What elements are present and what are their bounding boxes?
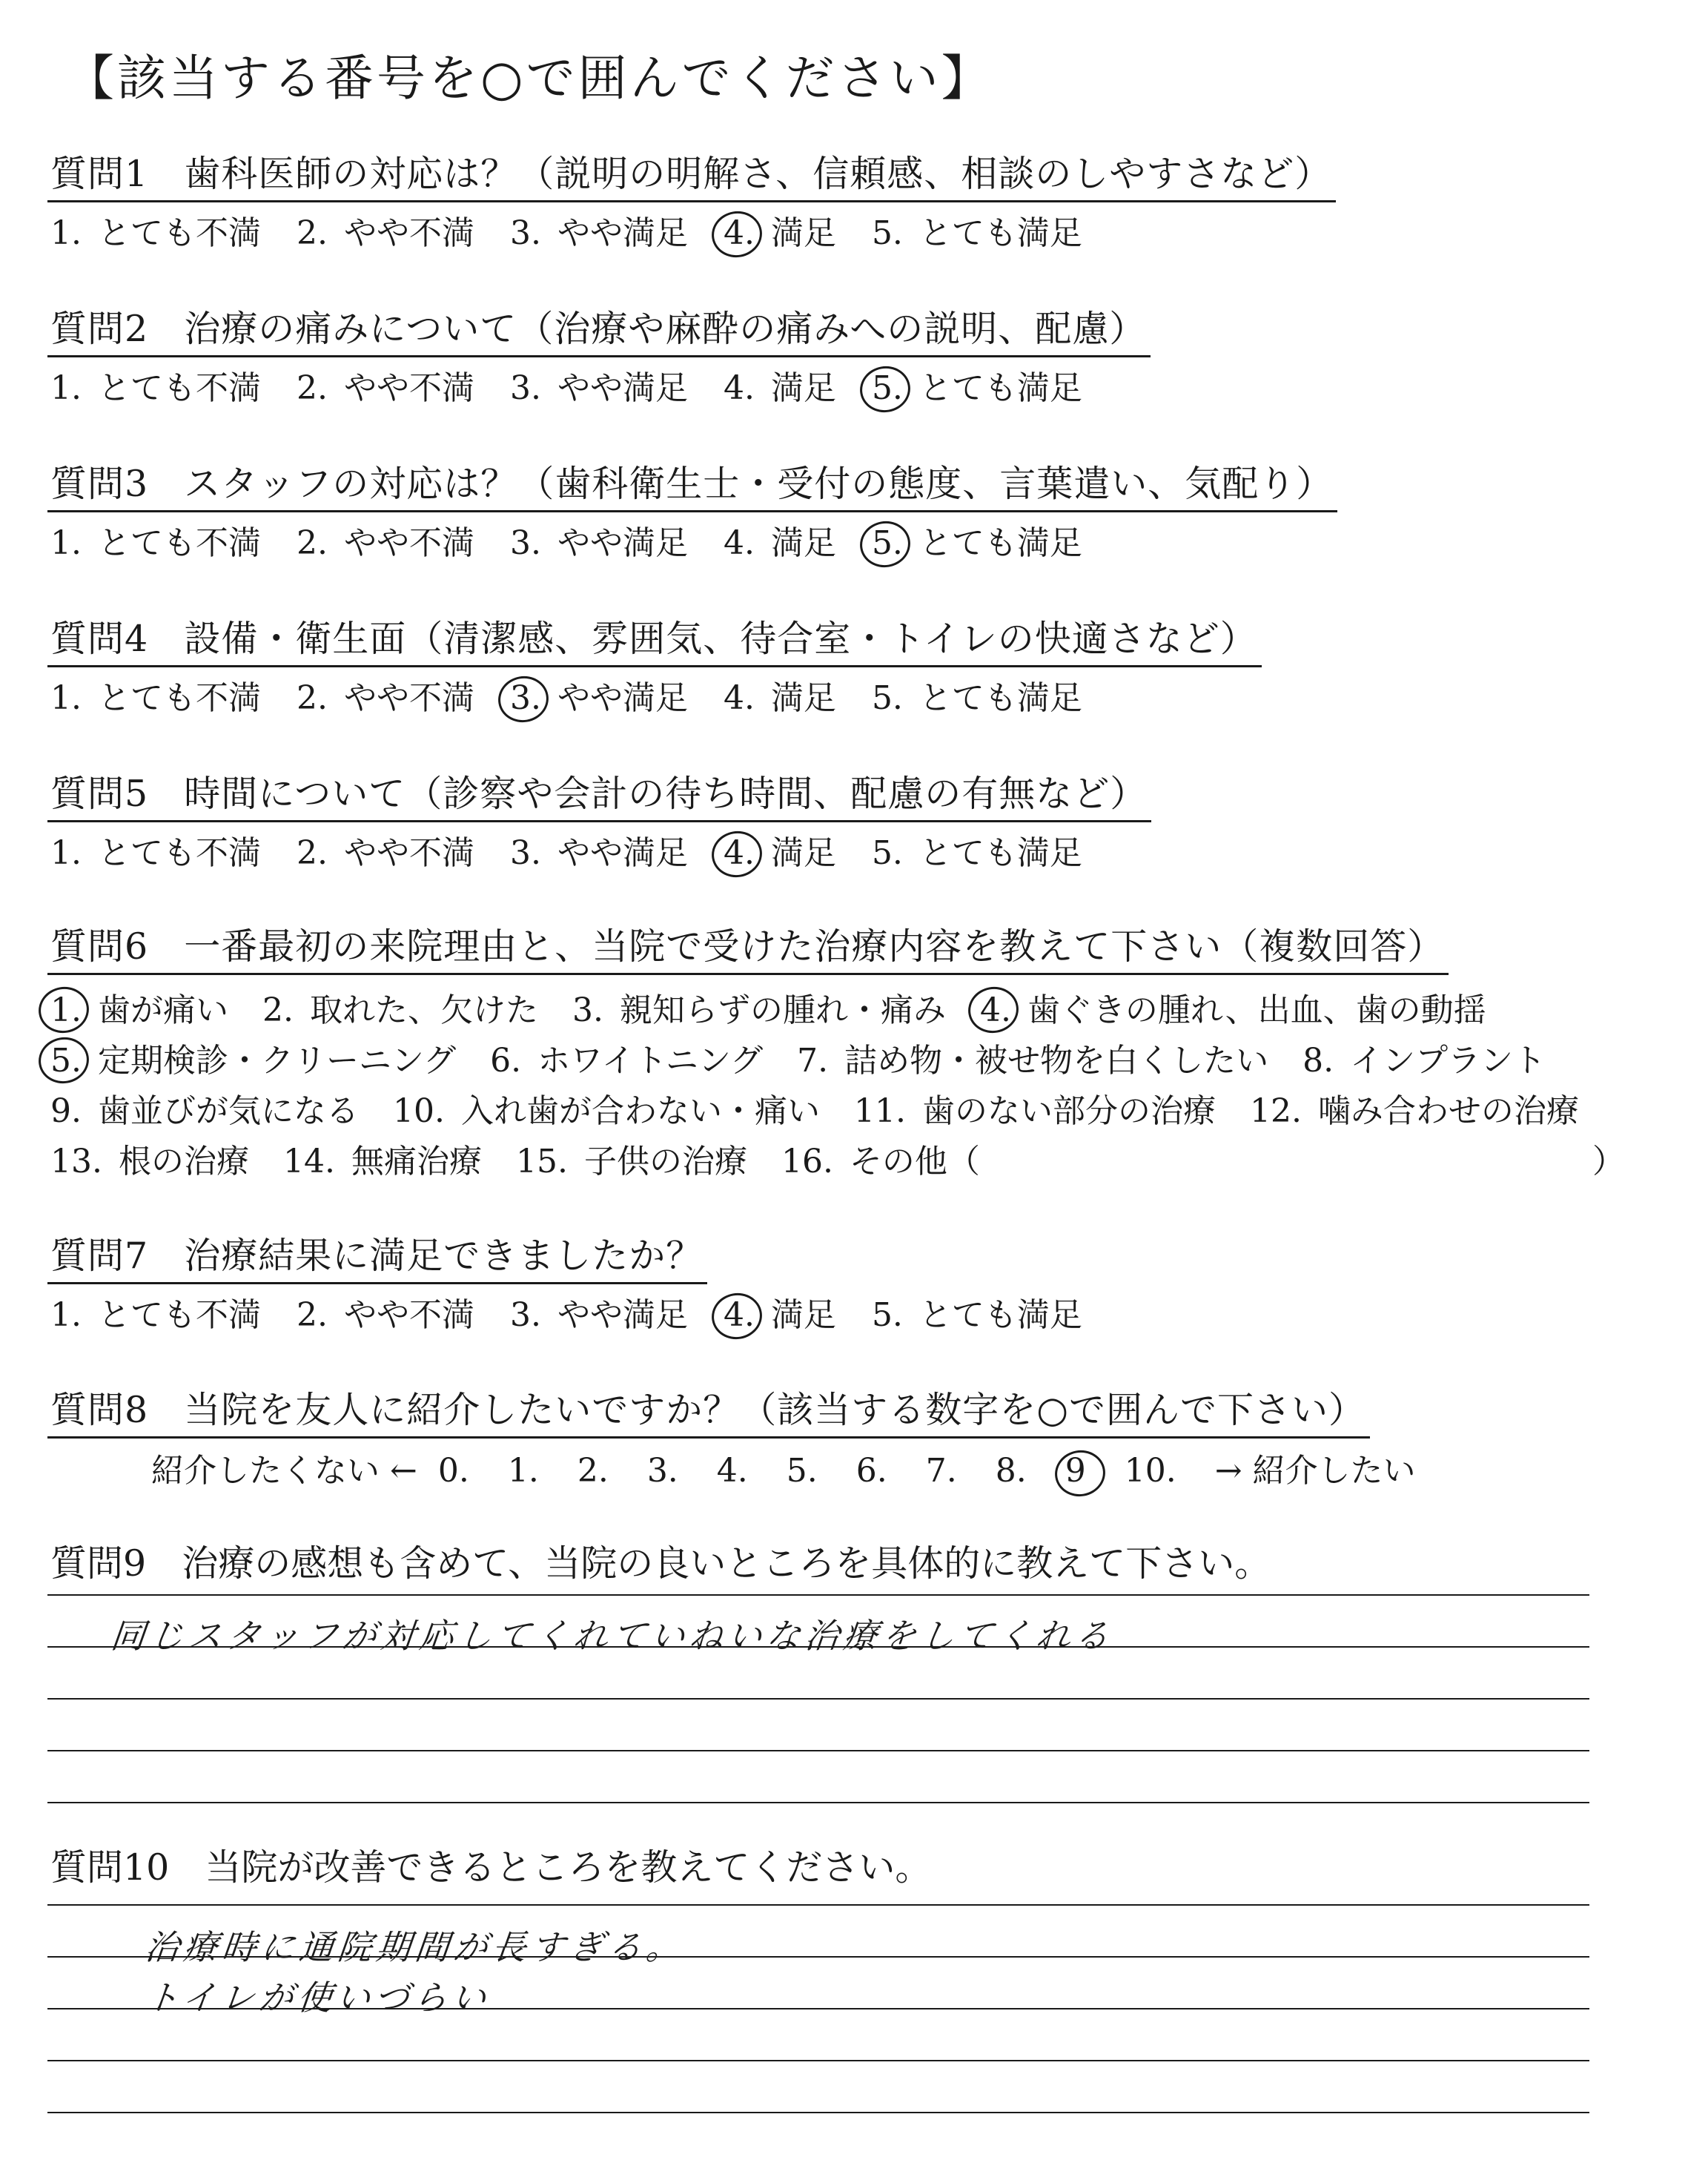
option-1[interactable] — [50, 365, 261, 412]
question-2 — [47, 300, 1649, 412]
option-label: とても満足 — [918, 524, 1082, 562]
option-number: 2. — [296, 834, 328, 872]
question-10-title — [47, 1839, 1649, 1891]
option-number: 4. — [724, 1292, 755, 1339]
answer-line — [47, 1698, 1589, 1700]
question-6-row — [50, 1137, 1649, 1187]
option-2[interactable] — [297, 675, 474, 722]
option-label: 取れた、欠けた — [309, 991, 538, 1029]
question-2-text: 治療の痛みについて（治療や麻酔の痛みへの説明、配慮） — [184, 308, 1147, 350]
option-number: 2. — [262, 991, 294, 1029]
question-6-options — [47, 985, 1649, 1187]
question-5-title — [47, 765, 1151, 822]
option-15[interactable] — [516, 1137, 747, 1187]
question-10-text: 当院が改善できるところを教えてください。 — [205, 1846, 932, 1889]
option-number: 3. — [509, 1296, 541, 1334]
option-number: 4. — [980, 985, 1011, 1036]
question-9-text: 治療の感想も含めて、当院の良いところを具体的に教えて下さい。 — [182, 1542, 1271, 1585]
option-number: 4. — [724, 830, 755, 877]
option-number: 12. — [1249, 1092, 1302, 1130]
option-5[interactable] — [872, 210, 1082, 257]
scale-number-0[interactable]: 0. — [437, 1452, 469, 1490]
question-1 — [47, 145, 1649, 257]
option-label: やや満足 — [557, 1296, 688, 1334]
question-10-handwritten-answer-2: トイレが使いづらい — [142, 1978, 493, 2018]
option-number: 3. — [572, 991, 603, 1029]
option-3[interactable] — [510, 1292, 688, 1339]
option-number: 4. — [723, 524, 755, 562]
option-number: 6. — [490, 1042, 522, 1080]
question-8-number: 質問8 — [50, 1389, 149, 1431]
question-2-number: 質問2 — [50, 308, 149, 350]
option-label: やや不満 — [343, 524, 474, 562]
answer-line — [47, 1750, 1589, 1751]
option-number: 5. — [872, 365, 903, 412]
option-4-circled[interactable] — [724, 1292, 836, 1339]
answer-line — [47, 2112, 1589, 2113]
option-label: とても不満 — [97, 369, 261, 407]
option-number: 1. — [50, 679, 82, 717]
option-label: やや満足 — [557, 369, 688, 407]
option-number: 9. — [50, 1092, 82, 1130]
scale-number-6[interactable]: 6. — [855, 1452, 887, 1490]
option-label: ホワイトニング — [537, 1042, 764, 1080]
option-number: 1. — [50, 524, 82, 562]
option-5-circled[interactable] — [50, 1036, 456, 1086]
option-4-circled[interactable] — [724, 830, 836, 877]
option-number: 3. — [509, 524, 541, 562]
option-1-circled[interactable] — [50, 985, 228, 1036]
question-4-text: 設備・衛生面（清潔感、雰囲気、待合室・トイレの快適さなど） — [184, 618, 1257, 660]
question-6-number: 質問6 — [50, 925, 149, 968]
question-3-title — [47, 455, 1337, 512]
question-3 — [47, 455, 1649, 567]
other-close-paren: ） — [1592, 1143, 1625, 1180]
option-label: とても不満 — [97, 834, 261, 872]
option-label: 満足 — [770, 524, 836, 562]
option-label: 満足 — [770, 369, 836, 407]
question-3-options — [47, 520, 1649, 567]
option-2[interactable] — [297, 210, 474, 257]
option-number: 10. — [392, 1092, 445, 1130]
option-number: 5. — [871, 679, 903, 717]
option-4[interactable] — [724, 520, 836, 567]
scale-number-10[interactable]: 10. — [1124, 1452, 1176, 1490]
option-label: やや満足 — [557, 834, 688, 872]
option-label: その他（ — [849, 1143, 980, 1180]
option-2[interactable] — [297, 520, 474, 567]
question-4-number: 質問4 — [50, 618, 149, 660]
question-1-number: 質問1 — [50, 153, 149, 195]
option-number: 2. — [296, 524, 328, 562]
option-number: 13. — [50, 1143, 102, 1180]
scale-number-1[interactable]: 1. — [507, 1452, 539, 1490]
scale-number-3[interactable]: 3. — [646, 1452, 678, 1490]
option-label: 歯並びが気になる — [97, 1092, 359, 1130]
option-2[interactable] — [297, 830, 474, 877]
question-8-title — [47, 1381, 1370, 1439]
question-10 — [47, 1839, 1649, 1891]
option-13[interactable] — [50, 1137, 249, 1187]
option-label: 歯のない部分の治療 — [921, 1092, 1216, 1130]
option-7[interactable] — [797, 1036, 1268, 1086]
question-4-title — [47, 610, 1262, 667]
option-9[interactable] — [50, 1086, 359, 1137]
question-6 — [47, 918, 1649, 1187]
question-6-row — [50, 1086, 1649, 1137]
option-label: とても満足 — [918, 679, 1082, 717]
option-1[interactable] — [50, 520, 261, 567]
option-number: 2. — [296, 679, 328, 717]
option-label: やや満足 — [557, 524, 688, 562]
answer-line — [47, 1904, 1589, 1906]
option-number: 8. — [1302, 1042, 1334, 1080]
option-16[interactable] — [781, 1137, 980, 1187]
option-label: やや不満 — [343, 1296, 474, 1334]
question-1-title — [47, 145, 1336, 202]
option-5[interactable] — [872, 1292, 1082, 1339]
scale-number-9-circled[interactable]: 9 — [1065, 1447, 1086, 1495]
scale-number-4[interactable]: 4. — [716, 1452, 748, 1490]
option-5-circled[interactable] — [872, 520, 1082, 567]
question-1-text: 歯科医師の対応は？（説明の明解さ、信頼感、相談のしやすさなど） — [184, 153, 1332, 195]
question-5-text: 時間について（診察や会計の待ち時間、配慮の有無など） — [184, 773, 1148, 815]
option-number: 3. — [509, 214, 541, 252]
question-3-text: スタッフの対応は？（歯科衛生士・受付の態度、言葉遣い、気配り） — [184, 463, 1334, 505]
option-1[interactable] — [50, 210, 261, 257]
option-6[interactable] — [490, 1036, 763, 1086]
question-10-handwritten-answer-1: 治療時に通院期間が長すぎる。 — [142, 1927, 687, 1967]
option-number: 3. — [509, 369, 541, 407]
question-9-handwritten-answer: 同じスタッフが対応してくれていねいな治療をしてくれる — [108, 1616, 1116, 1656]
option-8[interactable] — [1302, 1036, 1546, 1086]
option-label: とても満足 — [918, 369, 1082, 407]
question-8-text: 当院を友人に紹介したいですか？（該当する数字を○で囲んで下さい） — [184, 1389, 1366, 1431]
option-label: 入れ歯が合わない・痛い — [460, 1092, 820, 1130]
question-2-title — [47, 300, 1151, 357]
option-label: 噛み合わせの治療 — [1317, 1092, 1579, 1130]
option-number: 5. — [871, 834, 903, 872]
question-9-title — [47, 1535, 1649, 1587]
scale-left-label: 紹介したくない ← — [151, 1452, 417, 1490]
option-number: 5. — [871, 1296, 903, 1334]
option-label: やや不満 — [343, 834, 474, 872]
option-5[interactable] — [872, 830, 1082, 877]
option-number: 16. — [781, 1143, 833, 1180]
question-9 — [47, 1535, 1649, 1587]
option-label: とても満足 — [918, 1296, 1082, 1334]
answer-line — [47, 1802, 1589, 1803]
question-9-number: 質問9 — [50, 1542, 147, 1585]
option-number: 1. — [50, 985, 82, 1036]
option-label: やや満足 — [557, 679, 688, 717]
option-4[interactable] — [724, 365, 836, 412]
option-3[interactable] — [510, 520, 688, 567]
recommend-scale — [47, 1447, 1649, 1495]
option-number: 7. — [797, 1042, 829, 1080]
option-number: 5. — [50, 1036, 82, 1086]
scale-number-7[interactable]: 7. — [925, 1452, 957, 1490]
question-5-number: 質問5 — [50, 773, 149, 815]
question-8 — [47, 1381, 1649, 1495]
option-4-circled[interactable] — [724, 210, 836, 257]
option-number: 2. — [296, 214, 328, 252]
option-label: 満足 — [770, 834, 836, 872]
instruction-heading: 【該当する番号を○で囲んでください】 — [65, 50, 993, 107]
question-7-title — [47, 1227, 707, 1284]
option-10[interactable] — [393, 1086, 820, 1137]
question-7-options — [47, 1292, 1649, 1339]
option-1[interactable] — [50, 1292, 261, 1339]
option-number: 2. — [296, 1296, 328, 1334]
answer-line — [47, 2060, 1589, 2061]
option-number: 4. — [723, 369, 755, 407]
option-3-circled[interactable] — [510, 675, 688, 722]
option-number: 14. — [282, 1143, 335, 1180]
option-label: 歯が痛い — [97, 991, 228, 1029]
question-6-row — [50, 1036, 1649, 1086]
question-1-options — [47, 210, 1649, 257]
scale-number-2[interactable]: 2. — [577, 1452, 609, 1490]
option-label: やや不満 — [343, 679, 474, 717]
option-12[interactable] — [1250, 1086, 1579, 1137]
option-number: 1. — [50, 1296, 82, 1334]
option-label: とても不満 — [97, 679, 261, 717]
option-2[interactable] — [297, 365, 474, 412]
option-label: 詰め物・被せ物を白くしたい — [844, 1042, 1269, 1080]
option-5-circled[interactable] — [872, 365, 1082, 412]
option-1[interactable] — [50, 830, 261, 877]
question-4-options — [47, 675, 1649, 722]
option-label: 親知らずの腫れ・痛み — [619, 991, 946, 1029]
option-label: 満足 — [770, 679, 836, 717]
option-number: 2. — [296, 369, 328, 407]
option-3[interactable] — [510, 830, 688, 877]
option-label: とても満足 — [918, 834, 1082, 872]
question-5 — [47, 765, 1649, 877]
option-4[interactable] — [724, 675, 836, 722]
option-label: やや満足 — [557, 214, 688, 252]
question-4 — [47, 610, 1649, 722]
option-number: 3. — [509, 834, 541, 872]
option-number: 5. — [871, 214, 903, 252]
option-label: とても不満 — [97, 1296, 261, 1334]
question-7 — [47, 1227, 1649, 1339]
scale-number-5[interactable]: 5. — [786, 1452, 818, 1490]
question-5-options — [47, 830, 1649, 877]
option-3[interactable] — [572, 985, 946, 1036]
option-1[interactable] — [50, 675, 261, 722]
question-2-options — [47, 365, 1649, 412]
option-2[interactable] — [262, 985, 538, 1036]
option-3[interactable] — [510, 365, 688, 412]
question-10-number: 質問10 — [50, 1846, 170, 1889]
option-number: 5. — [872, 520, 903, 567]
option-label: とても不満 — [97, 524, 261, 562]
question-7-number: 質問7 — [50, 1235, 149, 1277]
question-7-text: 治療結果に満足できましたか？ — [184, 1235, 704, 1277]
option-2[interactable] — [297, 1292, 474, 1339]
option-number: 1. — [50, 214, 82, 252]
option-label: 歯ぐきの腫れ、出血、歯の動揺 — [1027, 991, 1486, 1029]
option-number: 11. — [853, 1092, 906, 1130]
option-5[interactable] — [872, 675, 1082, 722]
option-14[interactable] — [283, 1137, 482, 1187]
option-label: 根の治療 — [118, 1143, 249, 1180]
option-label: 満足 — [770, 214, 836, 252]
scale-right-label: → 紹介したい — [1214, 1452, 1416, 1490]
option-label: インプラント — [1350, 1042, 1546, 1080]
option-number: 1. — [50, 834, 82, 872]
option-label: とても不満 — [97, 214, 261, 252]
option-number: 3. — [510, 675, 541, 722]
question-6-title — [47, 918, 1449, 975]
option-label: 無痛治療 — [351, 1143, 482, 1180]
option-label: 満足 — [770, 1296, 836, 1334]
option-number: 4. — [724, 210, 755, 257]
option-3[interactable] — [510, 210, 688, 257]
option-label: 定期検診・クリーニング — [97, 1042, 457, 1080]
option-label: 子供の治療 — [583, 1143, 747, 1180]
option-label: やや不満 — [343, 214, 474, 252]
option-number: 1. — [50, 369, 82, 407]
option-number: 15. — [515, 1143, 568, 1180]
option-number: 4. — [723, 679, 755, 717]
answer-line — [47, 1594, 1589, 1596]
option-label: やや不満 — [343, 369, 474, 407]
option-label: とても満足 — [918, 214, 1082, 252]
scale-number-8[interactable]: 8. — [995, 1452, 1027, 1490]
option-4-circled[interactable] — [980, 985, 1486, 1036]
option-11[interactable] — [854, 1086, 1216, 1137]
question-3-number: 質問3 — [50, 463, 149, 505]
question-6-text: 一番最初の来院理由と、当院で受けた治療内容を教えて下さい（複数回答） — [184, 925, 1445, 968]
question-6-row — [50, 985, 1649, 1036]
